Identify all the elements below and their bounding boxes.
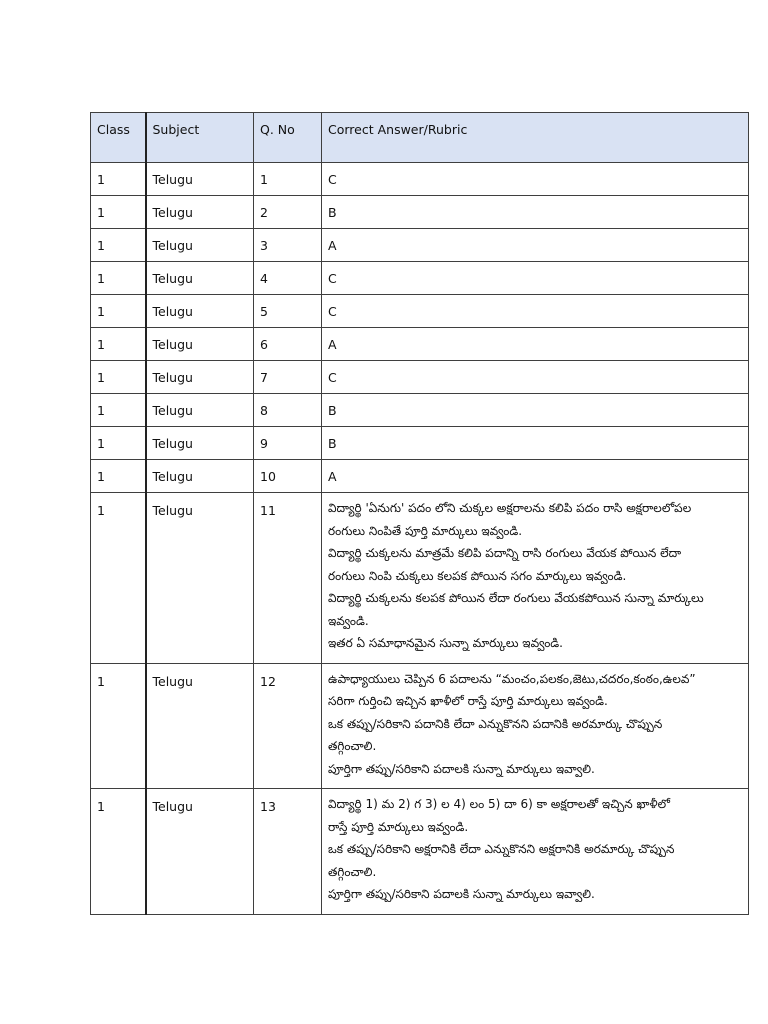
cell-question-number: 11	[254, 493, 322, 664]
cell-subject: Telugu	[146, 295, 254, 328]
rubric-line: తగ్గించాలి.	[328, 864, 377, 879]
answer-key-table	[90, 112, 749, 915]
cell-class: 1	[91, 229, 146, 262]
table-row	[91, 328, 749, 361]
cell-answer: B	[322, 394, 749, 427]
cell-class: 1	[91, 361, 146, 394]
table-row	[91, 394, 749, 427]
cell-question-number: 7	[254, 361, 322, 394]
cell-rubric	[322, 493, 749, 664]
cell-class: 1	[91, 493, 146, 664]
cell-rubric	[322, 789, 749, 915]
table-row	[91, 196, 749, 229]
rubric-line: విద్యార్థి 'ఏనుగు' పదం లోని చుక్కల అక్షరాలను కలిపి పదం రాసి అక్షరాలలోపల	[328, 501, 692, 515]
cell-subject: Telugu	[146, 361, 254, 394]
cell-class: 1	[91, 427, 146, 460]
cell-class: 1	[91, 262, 146, 295]
cell-question-number: 1	[254, 163, 322, 196]
cell-question-number: 8	[254, 394, 322, 427]
cell-subject: Telugu	[146, 394, 254, 427]
cell-subject: Telugu	[146, 262, 254, 295]
cell-answer: C	[322, 361, 749, 394]
rubric-row	[91, 493, 749, 664]
cell-question-number: 4	[254, 262, 322, 295]
table-header-row	[91, 113, 749, 163]
cell-class: 1	[91, 789, 146, 915]
cell-subject: Telugu	[146, 163, 254, 196]
cell-answer: C	[322, 295, 749, 328]
rubric-line: సరిగా గుర్తించి ఇచ్చిన ఖాళీలో రాస్తే పూర్తి మార్కులు ఇవ్వండి.	[328, 694, 608, 708]
cell-rubric	[322, 663, 749, 789]
cell-class: 1	[91, 460, 146, 493]
rubric-row	[91, 789, 749, 915]
cell-subject: Telugu	[146, 789, 254, 915]
table-row	[91, 460, 749, 493]
cell-answer: B	[322, 196, 749, 229]
cell-question-number: 3	[254, 229, 322, 262]
cell-class: 1	[91, 394, 146, 427]
cell-class: 1	[91, 163, 146, 196]
cell-answer: A	[322, 229, 749, 262]
cell-answer: B	[322, 427, 749, 460]
cell-answer: C	[322, 262, 749, 295]
cell-subject: Telugu	[146, 328, 254, 361]
rubric-row	[91, 663, 749, 789]
cell-class: 1	[91, 663, 146, 789]
header-class: Class	[91, 113, 146, 163]
rubric-line: విద్యార్థి 1) మ 2) గ 3) ల 4) లం 5) దా 6) కా అక్షరాలతో ఇచ్చిన ఖాళీలో	[328, 797, 670, 811]
cell-question-number: 13	[254, 789, 322, 915]
rubric-line: ఒక తప్పు/సరికాని అక్షరానికి లేదా ఎన్నుకొనని అక్షరానికి అరమార్కు చొప్పున	[328, 842, 675, 856]
rubric-line: ఇవ్వండి.	[328, 613, 369, 628]
rubric-line: ఇతర ఏ సమాధానమైన సున్నా మార్కులు ఇవ్వండి.	[328, 636, 563, 650]
cell-answer: A	[322, 328, 749, 361]
table-row	[91, 262, 749, 295]
cell-class: 1	[91, 295, 146, 328]
header-correct-answer: Correct Answer/Rubric	[322, 113, 749, 163]
cell-question-number: 9	[254, 427, 322, 460]
rubric-line: పూర్తిగా తప్పు/సరికాని పదాలకి సున్నా మార్కులు ఇవ్వాలి.	[328, 887, 595, 901]
cell-answer: A	[322, 460, 749, 493]
rubric-line: విద్యార్థి చుక్కలను కలపక పోయిన లేదా రంగులు వేయకపోయిన సున్నా మార్కులు	[328, 591, 704, 605]
cell-subject: Telugu	[146, 196, 254, 229]
table-row	[91, 427, 749, 460]
table-row	[91, 295, 749, 328]
table-row	[91, 229, 749, 262]
rubric-line: పూర్తిగా తప్పు/సరికాని పదాలకి సున్నా మార్కులు ఇవ్వాలి.	[328, 761, 595, 776]
cell-subject: Telugu	[146, 427, 254, 460]
cell-question-number: 6	[254, 328, 322, 361]
cell-subject: Telugu	[146, 493, 254, 664]
cell-subject: Telugu	[146, 229, 254, 262]
cell-question-number: 12	[254, 663, 322, 789]
cell-question-number: 10	[254, 460, 322, 493]
rubric-line: ఉపాధ్యాయులు చెప్పిన 6 పదాలను “మంచం,పలకం,జెటు,చదరం,కంఠం,ఉలవ”	[328, 671, 696, 686]
cell-class: 1	[91, 328, 146, 361]
cell-subject: Telugu	[146, 663, 254, 789]
rubric-line: విద్యార్థి చుక్కలను మాత్రమే కలిపి పదాన్ని రాసి రంగులు వేయక పోయిన లేదా	[328, 546, 682, 560]
cell-question-number: 5	[254, 295, 322, 328]
cell-answer: C	[322, 163, 749, 196]
rubric-line: రంగులు నింపితే పూర్తి మార్కులు ఇవ్వండి.	[328, 523, 523, 538]
rubric-line: తగ్గించాలి.	[328, 739, 377, 753]
rubric-line: ఒక తప్పు/సరికాని పదానికి లేదా ఎన్నుకొనని పదానికి అరమార్కు చొప్పున	[328, 716, 663, 731]
cell-subject: Telugu	[146, 460, 254, 493]
table-row	[91, 361, 749, 394]
table-body	[91, 163, 749, 915]
table-row	[91, 163, 749, 196]
cell-question-number: 2	[254, 196, 322, 229]
rubric-line: రాస్తే పూర్తి మార్కులు ఇవ్వండి.	[328, 819, 469, 834]
header-subject: Subject	[146, 113, 254, 163]
rubric-line: రంగులు నింపి చుక్కలు కలపక పోయిన సగం మార్కులు ఇవ్వండి.	[328, 568, 627, 583]
header-question-number: Q. No	[254, 113, 322, 163]
cell-class: 1	[91, 196, 146, 229]
